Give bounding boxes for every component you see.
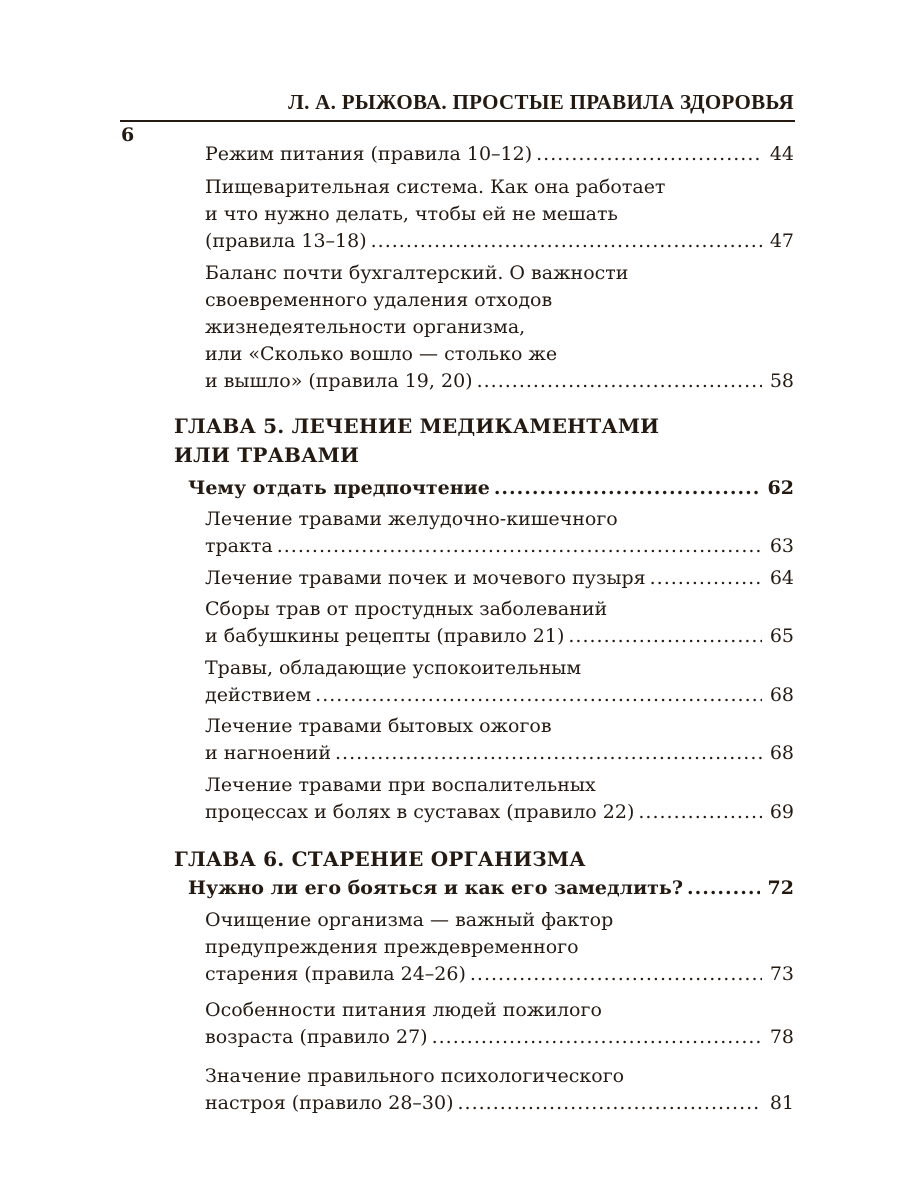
- toc-entry[interactable]: [205, 655, 794, 709]
- leader-dots: [470, 961, 762, 988]
- toc-entry-text: Режим питания (правила 10–12): [205, 143, 533, 165]
- toc-page-number: 64: [769, 567, 794, 589]
- toc-entry[interactable]: [205, 141, 794, 168]
- leader-dots: [650, 565, 762, 592]
- leader-dots: [277, 533, 762, 560]
- toc-entry-text: и вышло» (правила 19, 20): [205, 370, 473, 392]
- toc-page-number: 81: [769, 1092, 794, 1114]
- chapter-title: ГЛАВА 6. СТАРЕНИЕ ОРГАНИЗМА: [174, 847, 586, 871]
- toc-entry-text: тракта: [205, 535, 273, 557]
- toc-entry-text: Пищеварительная система. Как она работает: [205, 176, 666, 198]
- chapter-heading[interactable]: [174, 845, 586, 874]
- toc-page-number: 63: [769, 535, 794, 557]
- toc-entry-text: предупреждения преждевременного: [205, 936, 579, 958]
- toc-entry[interactable]: [205, 1063, 794, 1117]
- toc-entry-text: или «Сколько вошло — столько же: [205, 343, 558, 365]
- toc-page-number: 69: [769, 801, 794, 823]
- toc-entry-text: жизнедеятельности организма,: [205, 316, 526, 338]
- toc-section[interactable]: [188, 475, 794, 502]
- toc-entry-text: возраста (правило 27): [205, 1026, 428, 1048]
- toc-entry-text: и бабушкины рецепты (правило 21): [205, 625, 565, 647]
- toc-entry[interactable]: [205, 907, 794, 988]
- toc-entry[interactable]: [205, 596, 794, 650]
- toc-section-text: Нужно ли его бояться и как его замедлить?: [188, 877, 683, 899]
- toc-entry-text: настроя (правило 28–30): [205, 1092, 454, 1114]
- chapter-heading[interactable]: [174, 412, 659, 470]
- toc-page-number: 78: [769, 1026, 794, 1048]
- leader-dots: [687, 875, 760, 902]
- toc-section-text: Чему отдать предпочтение: [188, 477, 490, 499]
- toc-entry-text: Лечение травами почек и мочевого пузыря: [205, 567, 646, 589]
- toc-page-number: 44: [769, 143, 794, 165]
- toc-entry-text: действием: [205, 684, 312, 706]
- toc-entry-text: своевременного удаления отходов: [205, 289, 553, 311]
- toc-page-number: 68: [769, 742, 794, 764]
- leader-dots: [568, 623, 761, 650]
- toc-entry-text: и что нужно делать, чтобы ей не мешать: [205, 203, 618, 225]
- toc-entry[interactable]: [205, 997, 794, 1051]
- running-head: Л. А. РЫЖОВА. ПРОСТЫЕ ПРАВИЛА ЗДОРОВЬЯ: [288, 90, 794, 114]
- toc-entry-text: Особенности питания людей пожилого: [205, 999, 602, 1021]
- leader-dots: [477, 368, 762, 395]
- toc-page-number: 62: [767, 477, 794, 499]
- toc-page-number: 68: [769, 684, 794, 706]
- toc-entry-text: (правила 13–18): [205, 230, 367, 252]
- leader-dots: [432, 1024, 762, 1051]
- leader-dots: [458, 1090, 762, 1117]
- toc-entry-text: Лечение травами бытовых ожогов: [205, 715, 552, 737]
- toc-entry[interactable]: [205, 565, 794, 592]
- leader-dots: [335, 740, 762, 767]
- leader-dots: [638, 799, 761, 826]
- toc-entry[interactable]: [205, 713, 794, 767]
- toc-page-number: 73: [769, 963, 794, 985]
- toc-entry[interactable]: [205, 260, 794, 395]
- toc-entry-text: процессах и болях в суставах (правило 22): [205, 801, 635, 823]
- toc-entry-text: Лечение травами при воспалительных: [205, 774, 596, 796]
- toc-entry-text: Баланс почти бухгалтерский. О важности: [205, 262, 629, 284]
- toc-entry-text: Очищение организма — важный фактор: [205, 909, 614, 931]
- toc-entry-text: и нагноений: [205, 742, 331, 764]
- toc-section[interactable]: [188, 875, 794, 902]
- chapter-title: ГЛАВА 5. ЛЕЧЕНИЕ МЕДИКАМЕНТАМИ: [174, 414, 660, 438]
- toc-entry-text: старения (правила 24–26): [205, 963, 466, 985]
- toc-page-number: 58: [769, 370, 794, 392]
- toc-entry[interactable]: [205, 772, 794, 826]
- leader-dots: [315, 682, 762, 709]
- toc-entry-text: Травы, обладающие успокоительным: [205, 657, 582, 679]
- toc-entry-text: Значение правильного психологического: [205, 1065, 625, 1087]
- toc-page-number: 47: [769, 230, 794, 252]
- toc-entry-text: Лечение травами желудочно-кишечного: [205, 508, 618, 530]
- toc-entry-text: Сборы трав от простудных заболеваний: [205, 598, 608, 620]
- toc-page-number: 72: [767, 877, 794, 899]
- leader-dots: [494, 475, 760, 502]
- chapter-title: ИЛИ ТРАВАМИ: [174, 443, 360, 467]
- leader-dots: [536, 141, 762, 168]
- toc-page-number: 65: [769, 625, 794, 647]
- leader-dots: [371, 228, 762, 255]
- toc-entry[interactable]: [205, 506, 794, 560]
- toc-entry[interactable]: [205, 174, 794, 255]
- page-number: 6: [121, 124, 135, 146]
